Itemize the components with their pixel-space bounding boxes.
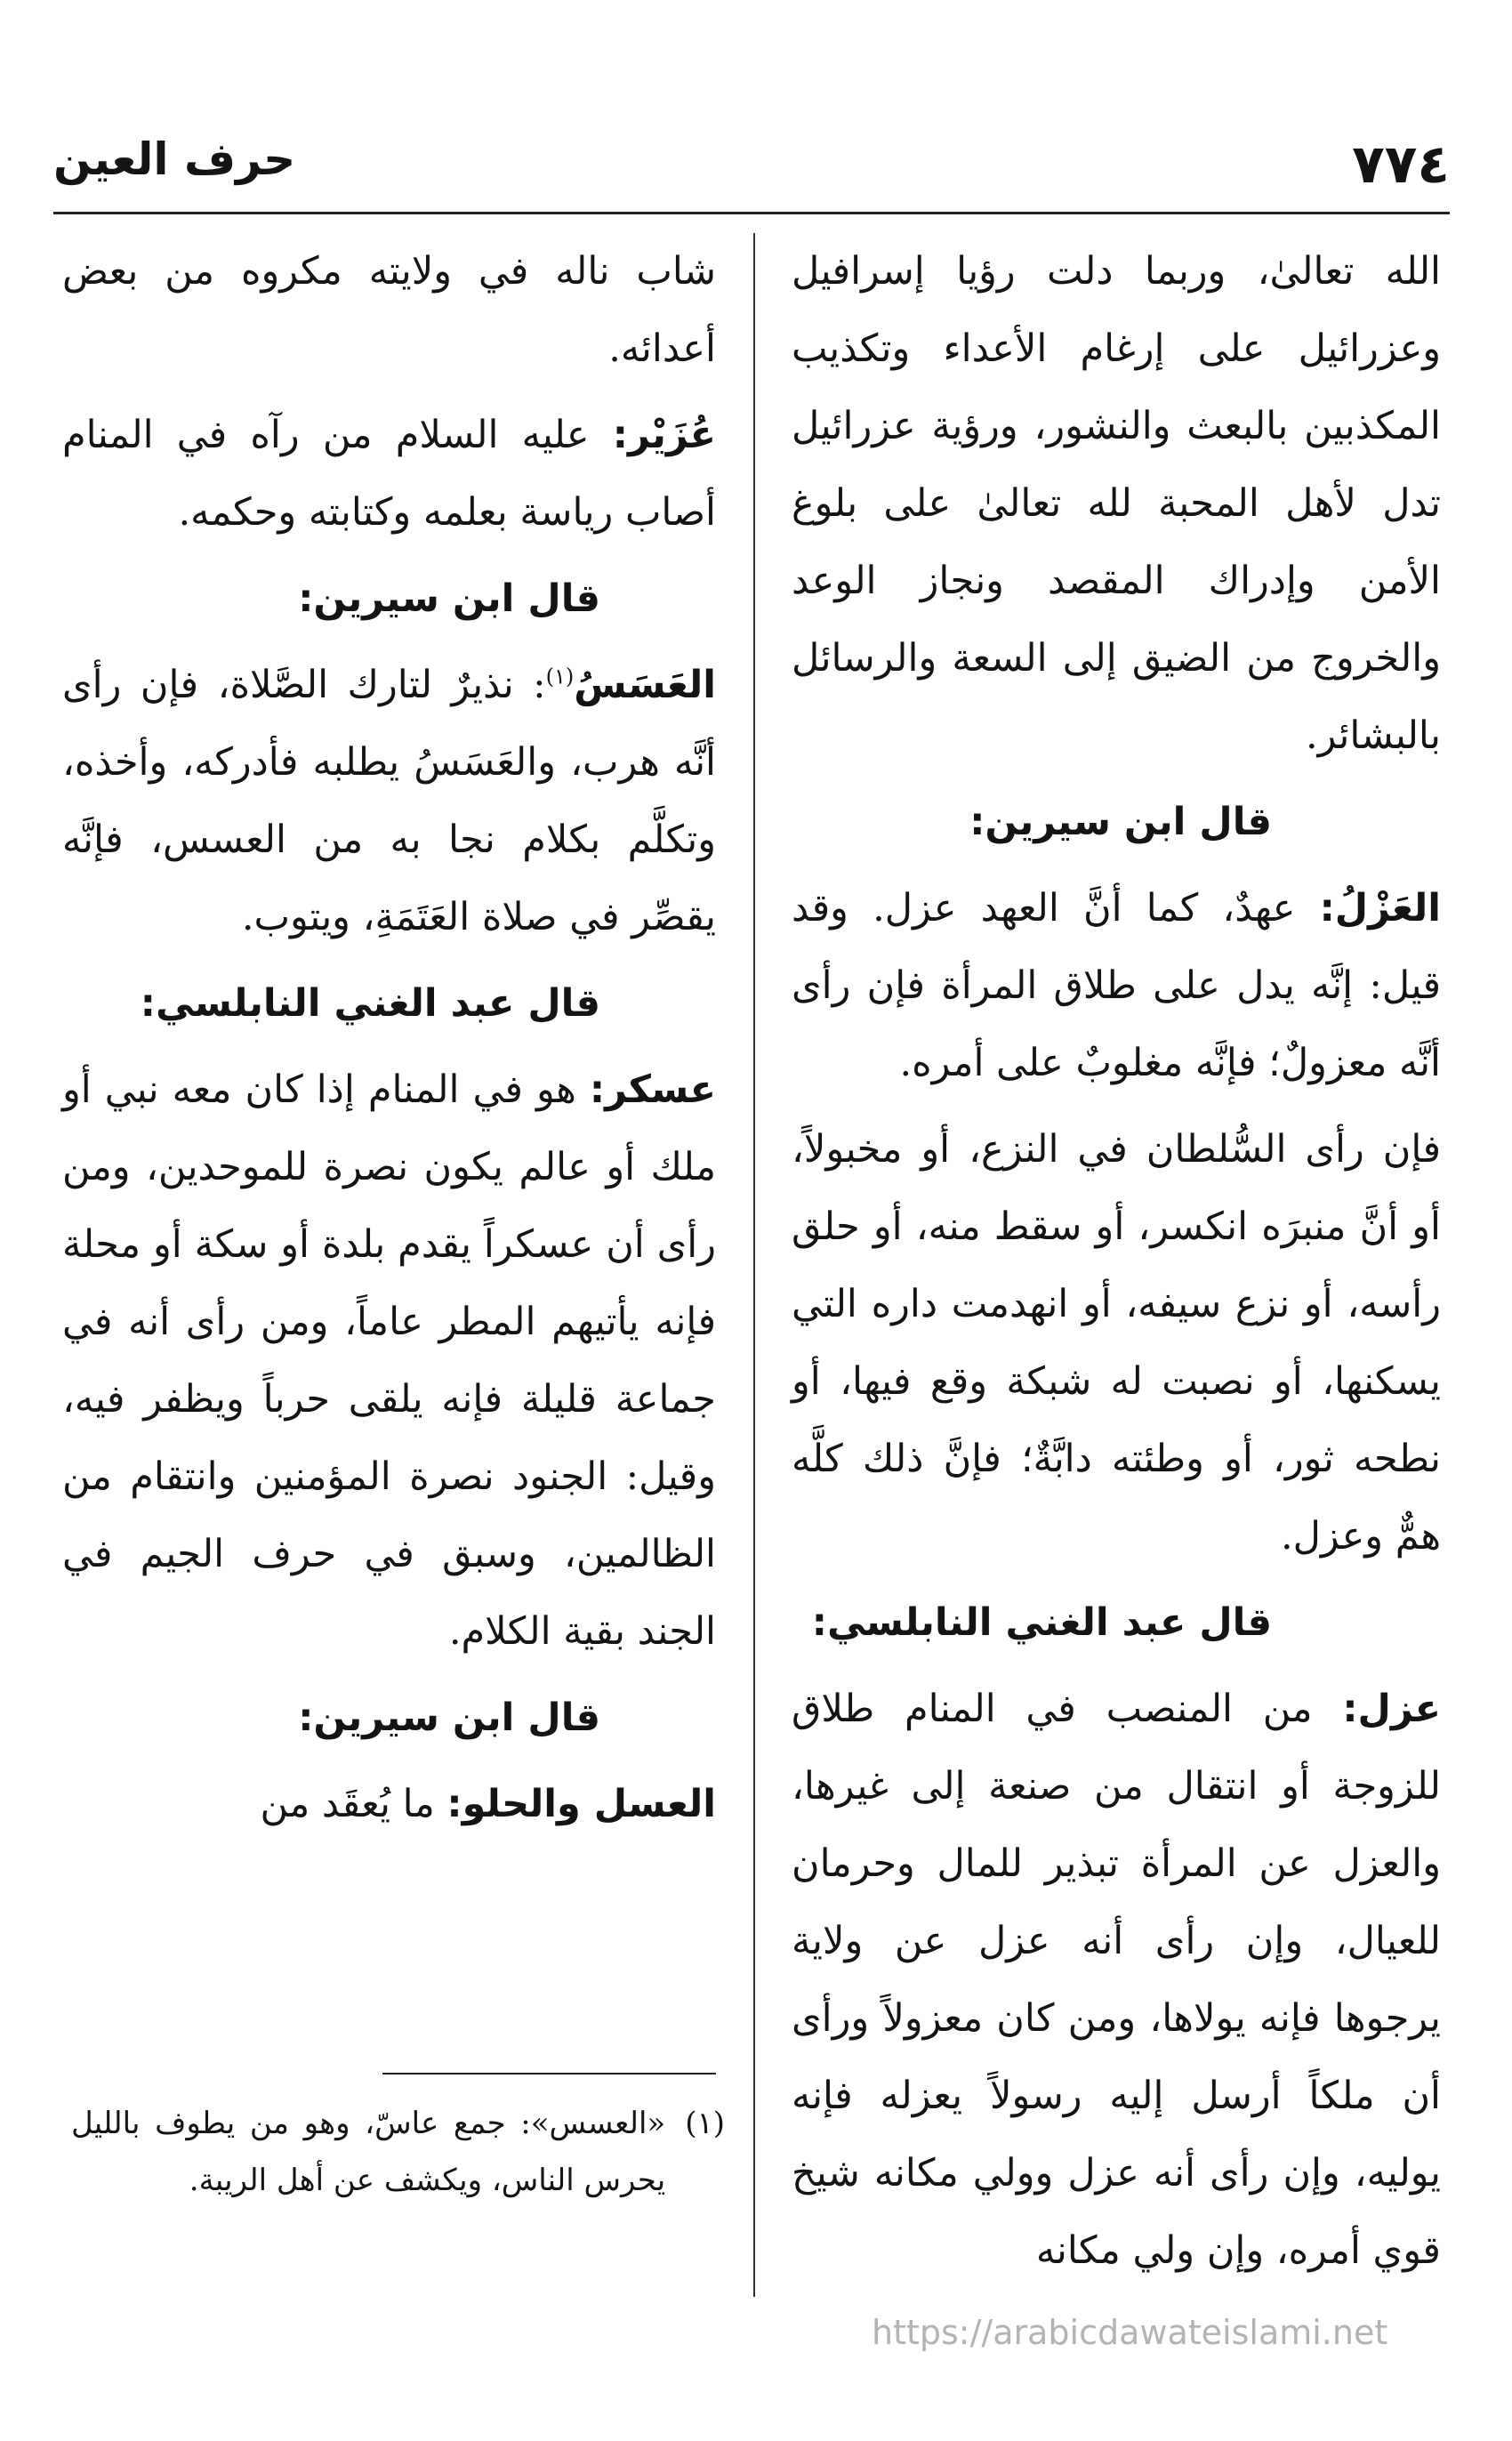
section-heading: قال ابن سيرين: <box>298 576 600 621</box>
entry-text: عليه السلام من رآه في المنام أصاب رياسة بعلمه وكتابته وحكمه. <box>62 413 716 535</box>
footnote-reference[interactable]: (١) <box>545 664 575 689</box>
section-heading: قال ابن سيرين: <box>969 800 1272 844</box>
paragraph: الله تعالىٰ، وربما دلت رؤيا إسرافيل وعزرائيل على إرغام الأعداء وتكذيب المكذبين بالبعث والنشور، ورؤية عزرائيل تدل لأهل المحبة لله تعالىٰ على بلوغ الأمن وإدراك المقصد ونجاز الوعد والخروج من الضيق إلى السعة والرسائل بالبشائر. <box>792 249 1441 758</box>
entry-text: من المنصب في المنام طلاق للزوجة أو انتقال من صنعة إلى غيرها، والعزل عن المرأة تبذير للمال وحرمان للعيال، وإن رأى أنه عزل عن ولاية يرجوها فإنه يولاها، ومن كان معزولاً ورأى أن ملكاً أرسل إليه رسولاً يعزله فإنه يوليه، وإن رأى أنه عزل وولي مكانه شيخ قوي أمره، وإن ولي مكانه <box>792 1687 1441 2273</box>
column-divider <box>753 233 755 2297</box>
entry-text: : نذيرٌ لتارك الصَّلاة، فإن رأى أنَّه هرب، والعَسَسُ يطلبه فأدركه، وأخذه، وتكلَّم بكلام نجا به من العسس، فإنَّه يقصِّر في صلاة العَتَمَةِ، ويتوب. <box>62 663 716 939</box>
right-column <box>792 233 1441 2290</box>
footnote-text: «العسس»: جمع عاسّ، وهو من يطوف بالليل يحرس الناس، ويكشف عن أهل الريبة. <box>71 2106 666 2198</box>
page-number: ٧٧٤ <box>1352 133 1450 196</box>
footnote-rule <box>382 2073 716 2074</box>
entry-term: عزل: <box>1342 1687 1441 1731</box>
paragraph: شاب ناله في ولايته مكروه من بعض أعدائه. <box>62 249 716 371</box>
entry-text: ما يُعقَد من <box>260 1782 447 1826</box>
running-title: حرف العين <box>53 133 296 185</box>
entry-paragraph <box>792 1671 1441 2290</box>
section-heading: قال ابن سيرين: <box>298 1696 600 1740</box>
entry-text: عهدٌ، كما أنَّ العهد عزل. وقد قيل: إنَّه يدل على طلاق المرأة فإن رأى أنَّه معزولٌ؛ فإنَّه مغلوبٌ على أمره. <box>792 886 1441 1085</box>
section-heading: قال عبد الغني النابلسي: <box>811 1600 1272 1645</box>
entry-paragraph <box>62 1051 716 1671</box>
entry-term: العَسَسُ <box>574 663 716 707</box>
entry-paragraph <box>62 647 716 956</box>
entry-term: العسل والحلو: <box>446 1782 716 1826</box>
watermark: https://arabicdawateislami.net <box>872 2313 1388 2352</box>
entry-term: عُزَيْر: <box>612 413 716 457</box>
paragraph: فإن رأى السُّلطان في النزع، أو مخبولاً، أو أنَّ منبرَه انكسر، أو سقط منه، أو حلق رأسه، أو نزع سيفه، أو انهدمت داره التي يسكنها، أو نصبت له شبكة وقع فيها، أو نطحه ثور، أو وطئته دابَّةٌ؛ فإنَّ ذلك كلَّه همٌّ وعزل. <box>792 1127 1441 1559</box>
section-heading: قال عبد الغني النابلسي: <box>140 981 600 1026</box>
footnote-number: (١) <box>685 2106 725 2141</box>
entry-paragraph <box>62 1766 716 1843</box>
entry-term: عسكر: <box>589 1067 716 1112</box>
left-column <box>62 233 716 1843</box>
footnote <box>71 2095 725 2209</box>
entry-text: هو في المنام إذا كان معه نبي أو ملك أو عالم يكون نصرة للموحدين، ومن رأى أن عسكراً يقدم بلدة أو سكة أو محلة فإنه يأتيهم المطر عاماً، ومن رأى أنه في جماعة قليلة فإنه يلقى حرباً ويظفر فيه، وقيل: الجنود نصرة المؤمنين وانتقام من الظالمين، وسبق في حرف الجيم في الجند بقية الكلام. <box>62 1067 716 1654</box>
header-rule <box>53 212 1450 214</box>
entry-paragraph <box>62 397 716 552</box>
entry-term: العَزْلُ: <box>1319 886 1441 930</box>
entry-paragraph <box>792 870 1441 1102</box>
